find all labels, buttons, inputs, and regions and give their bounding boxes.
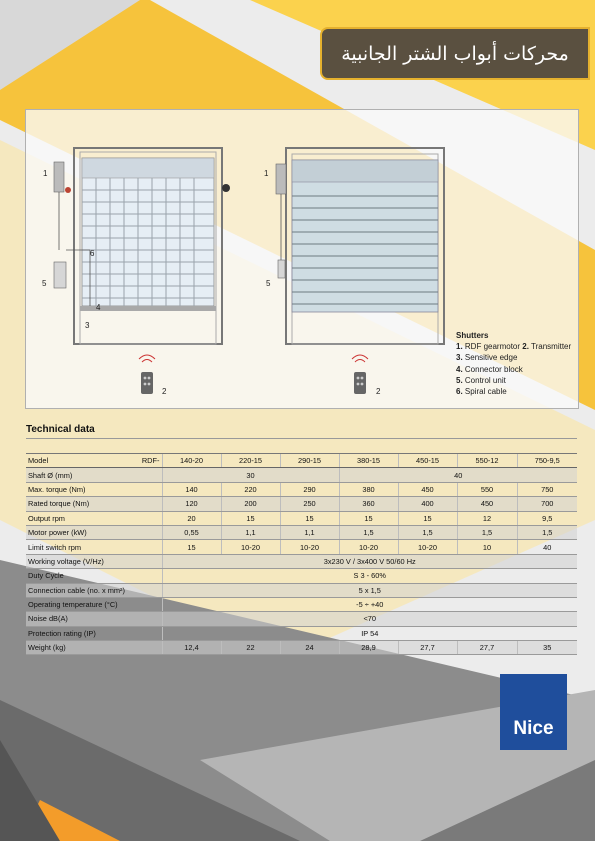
callout-4-left: 4	[96, 303, 101, 312]
legend-item: 5. Control unit	[456, 375, 506, 385]
model-cell: 750-9,5	[517, 454, 577, 468]
table-row	[26, 540, 577, 554]
model-cell: 380-15	[339, 454, 398, 468]
table-cell: 10	[457, 540, 517, 554]
row-label: Duty Cycle	[26, 569, 162, 583]
table-cell: 10-20	[398, 540, 457, 554]
table-cell: 0,55	[162, 525, 221, 539]
diagram-panel	[25, 109, 579, 409]
row-label: Weight (kg)	[26, 641, 162, 655]
table-cell: 360	[339, 497, 398, 511]
table-cell: 1,5	[398, 525, 457, 539]
table-cell: 400	[398, 497, 457, 511]
table-row	[26, 583, 577, 597]
table-cell: 9,5	[517, 511, 577, 525]
row-label: Working voltage (V/Hz)	[26, 554, 162, 568]
callout-3-left: 3	[85, 321, 90, 330]
table-cell: 550	[457, 482, 517, 496]
row-label: Operating temperature (°C)	[26, 597, 162, 611]
callout-1-right: 1	[264, 169, 269, 178]
row-label: Motor power (kW)	[26, 525, 162, 539]
table-cell: 40	[339, 468, 577, 482]
table-cell: IP 54	[162, 626, 577, 640]
row-label: Rated torque (Nm)	[26, 497, 162, 511]
table-cell: 120	[162, 497, 221, 511]
table-cell: 380	[339, 482, 398, 496]
table-cell: -5 ÷ +40	[162, 597, 577, 611]
table-row	[26, 525, 577, 539]
legend-item: 4. Connector block	[456, 364, 523, 374]
grille-shutter-drawing	[54, 148, 230, 344]
remote-left-icon	[139, 355, 155, 394]
table-cell: 30	[162, 468, 339, 482]
table-cell: 450	[457, 497, 517, 511]
table-cell: 140	[162, 482, 221, 496]
legend-item: 6. Spiral cable	[456, 387, 507, 397]
row-label: Connection cable (no. x mm²)	[26, 583, 162, 597]
table-row	[26, 497, 577, 511]
table-cell: 5 x 1,5	[162, 583, 577, 597]
row-label: Shaft Ø (mm)	[26, 468, 162, 482]
model-cell: 450-15	[398, 454, 457, 468]
model-cell: 550-12	[457, 454, 517, 468]
technical-data-title: Technical data	[26, 424, 95, 435]
table-cell: 24	[280, 641, 339, 655]
header-label: Model	[26, 454, 133, 468]
table-cell: 10-20	[339, 540, 398, 554]
table-cell: 10-20	[221, 540, 280, 554]
page-title: محركات أبواب الشتر الجانبية	[320, 27, 590, 80]
table-cell: S 3 - 60%	[162, 569, 577, 583]
table-cell: 700	[517, 497, 577, 511]
legend-item: 3. Sensitive edge	[456, 353, 518, 363]
table-cell: 28,9	[339, 641, 398, 655]
table-cell: 15	[221, 511, 280, 525]
table-cell: 40	[517, 540, 577, 554]
table-cell: 12,4	[162, 641, 221, 655]
table-cell: 20	[162, 511, 221, 525]
row-label: Output rpm	[26, 511, 162, 525]
nice-logo: Nice	[500, 674, 567, 750]
model-cell: 290-15	[280, 454, 339, 468]
callout-5-left: 5	[42, 279, 47, 288]
callout-6-left: 6	[90, 249, 95, 258]
table-cell: 35	[517, 641, 577, 655]
table-cell: 15	[339, 511, 398, 525]
table-cell: 200	[221, 497, 280, 511]
solid-shutter-drawing	[276, 148, 444, 344]
table-cell: 12	[457, 511, 517, 525]
table-cell: 1,5	[517, 525, 577, 539]
table-row	[26, 597, 577, 611]
table-cell: 290	[280, 482, 339, 496]
table-cell: 1,5	[339, 525, 398, 539]
legend	[456, 330, 571, 397]
table-header-row	[26, 454, 577, 468]
row-label: Limit switch rpm	[26, 540, 162, 554]
table-cell: 10-20	[280, 540, 339, 554]
table-cell: 15	[280, 511, 339, 525]
table-cell: 220	[221, 482, 280, 496]
table-cell: 27,7	[398, 641, 457, 655]
remote-number-right: 2	[376, 387, 381, 396]
remote-number-left: 2	[162, 387, 167, 396]
row-label: Protection rating (IP)	[26, 626, 162, 640]
table-row	[26, 641, 577, 655]
header-prefix: RDF-	[133, 454, 162, 468]
table-cell: 1,1	[280, 525, 339, 539]
table-row	[26, 511, 577, 525]
table-cell: <70	[162, 612, 577, 626]
table-cell: 750	[517, 482, 577, 496]
table-cell: 22	[221, 641, 280, 655]
table-row	[26, 569, 577, 583]
technical-data-table	[26, 453, 577, 655]
table-row	[26, 554, 577, 568]
table-cell: 15	[398, 511, 457, 525]
model-cell: 220-15	[221, 454, 280, 468]
table-cell: 450	[398, 482, 457, 496]
table-cell: 1,1	[221, 525, 280, 539]
table-cell: 1,5	[457, 525, 517, 539]
table-cell: 250	[280, 497, 339, 511]
legend-title: Shutters	[456, 331, 489, 340]
row-label: Noise dB(A)	[26, 612, 162, 626]
table-row	[26, 468, 577, 482]
model-cell: 140-20	[162, 454, 221, 468]
row-label: Max. torque (Nm)	[26, 482, 162, 496]
legend-item: 1. RDF gearmotor 2. Transmitter	[456, 342, 572, 352]
table-row	[26, 612, 577, 626]
table-cell: 27,7	[457, 641, 517, 655]
callout-5-right: 5	[266, 279, 271, 288]
table-cell: 15	[162, 540, 221, 554]
table-row	[26, 482, 577, 496]
callout-1-left: 1	[43, 169, 48, 178]
divider	[26, 438, 577, 439]
remote-right-icon	[352, 355, 368, 394]
table-cell: 3x230 V / 3x400 V 50/60 Hz	[162, 554, 577, 568]
table-row	[26, 626, 577, 640]
